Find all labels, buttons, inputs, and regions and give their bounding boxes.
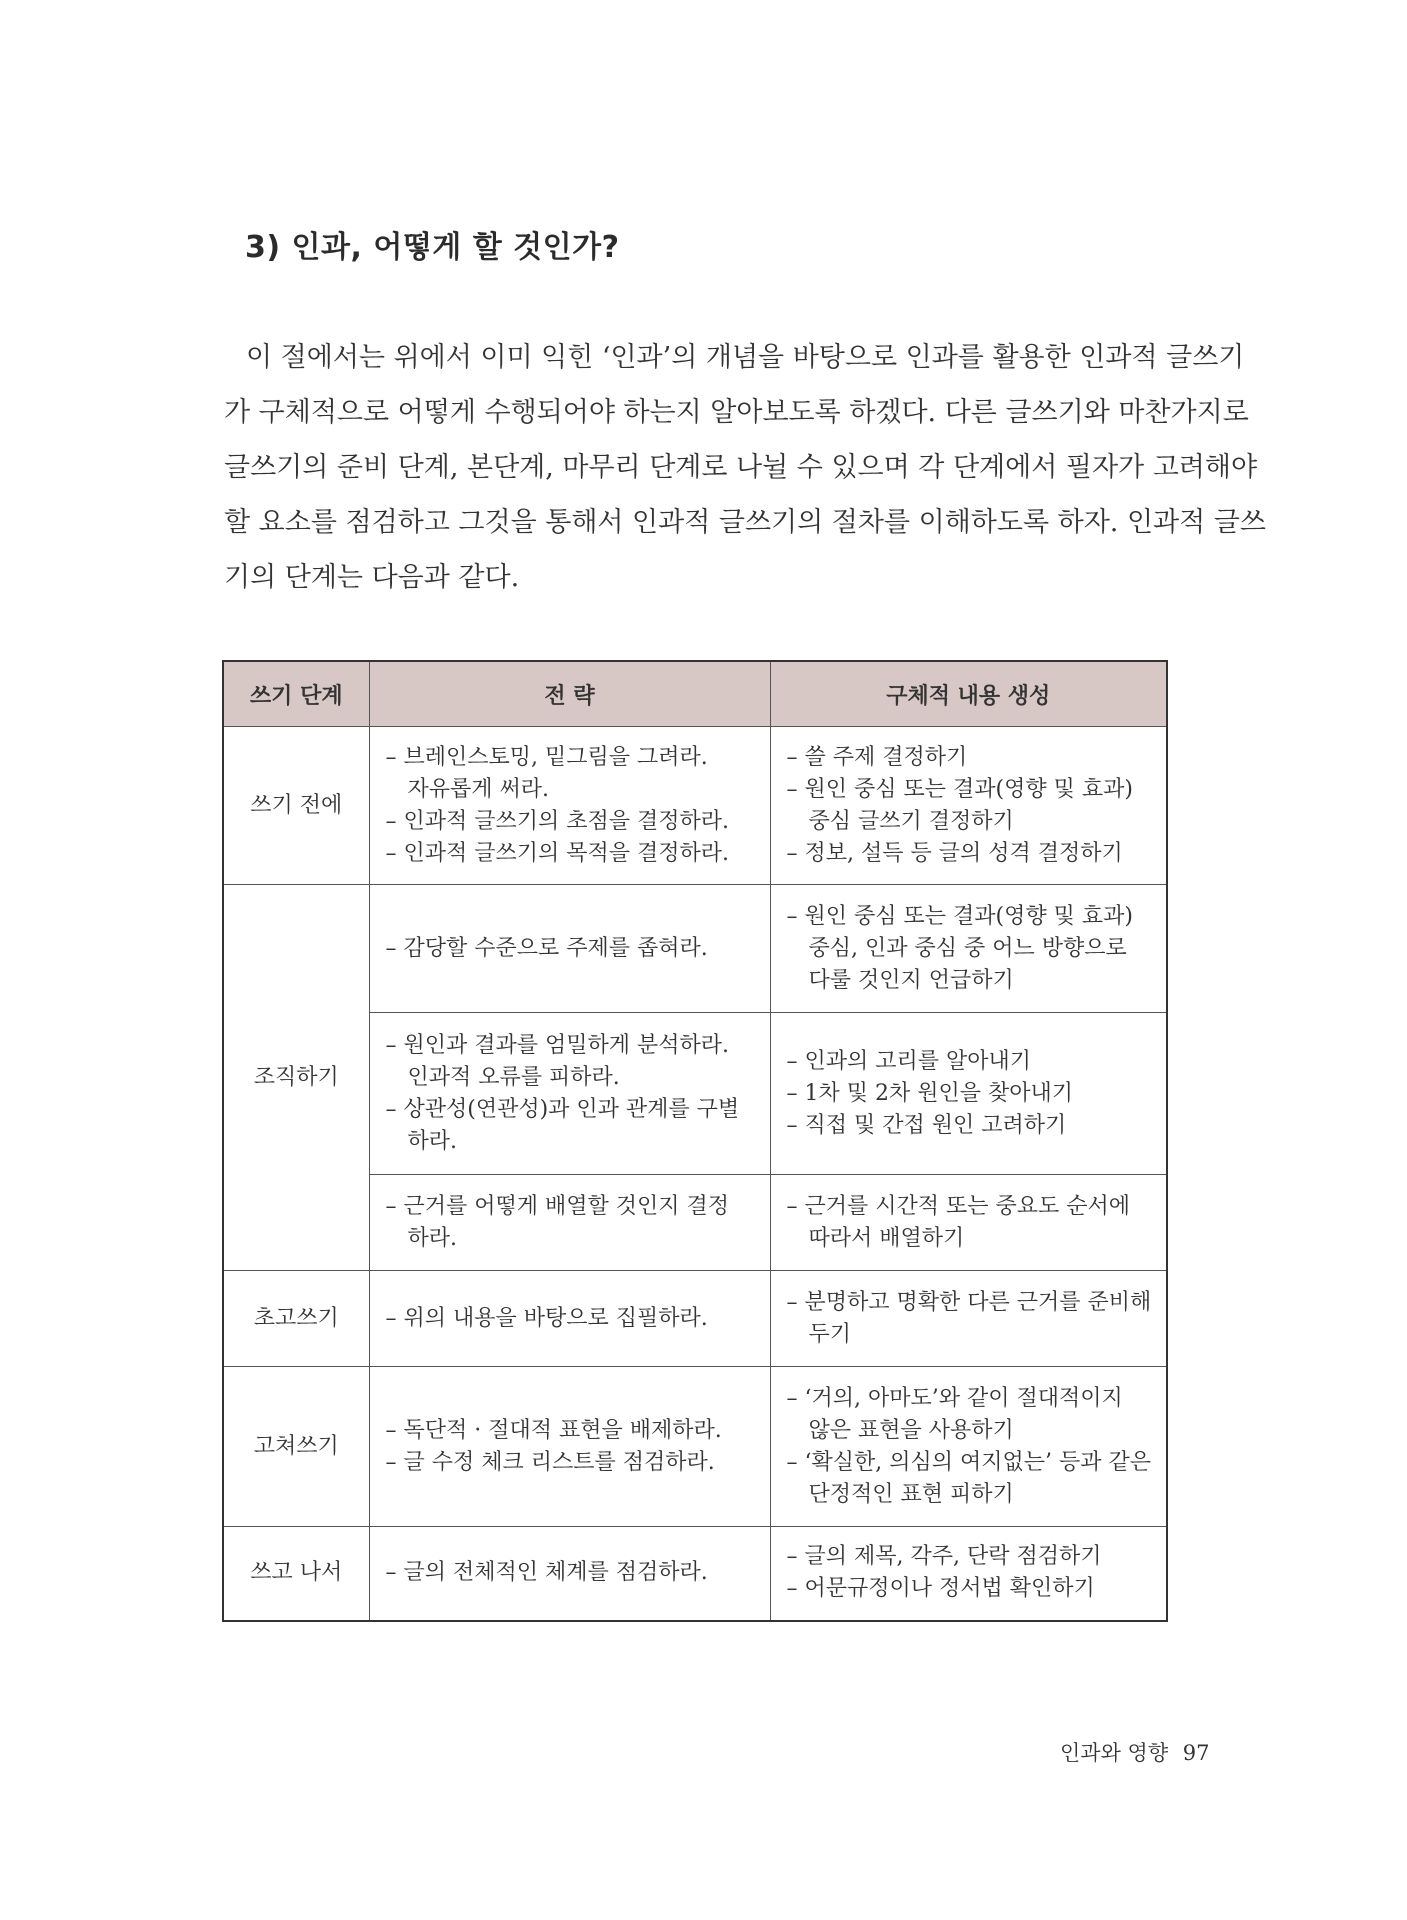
content-cell <box>770 1367 1167 1527</box>
strategy-line: – 인과적 글쓰기의 목적을 결정하라. <box>385 840 729 866</box>
strategy-line: 자유롭게 써라. <box>407 776 549 802</box>
strategy-line: 하라. <box>407 1225 457 1251</box>
content-line: 두기 <box>808 1321 852 1347</box>
intro-line: 할 요소를 점검하고 그것을 통해서 인과적 글쓰기의 절차를 이해하도록 하자. 인과적 글쓰 <box>224 507 1266 538</box>
stage-cell: 고쳐쓰기 <box>223 1367 369 1527</box>
content-line: – 쓸 주제 결정하기 <box>786 744 968 770</box>
strategy-line: – 글 수정 체크 리스트를 점검하라. <box>385 1449 715 1475</box>
strategy-line: – 글의 전체적인 체계를 점검하라. <box>385 1560 708 1586</box>
strategy-line: 하라. <box>407 1128 457 1154</box>
content-line: – 원인 중심 또는 결과(영향 및 효과) <box>786 776 1133 802</box>
page-number: 97 <box>1182 1741 1210 1765</box>
strategy-line: – 근거를 어떻게 배열할 것인지 결정 <box>385 1193 729 1219</box>
strategy-line: – 원인과 결과를 엄밀하게 분석하라. <box>385 1032 729 1058</box>
strategy-line: – 독단적 · 절대적 표현을 배제하라. <box>385 1417 722 1443</box>
writing-stages-table <box>222 660 1168 1622</box>
strategy-cell <box>369 1367 770 1527</box>
strategy-line: – 브레인스토밍, 밑그림을 그려라. <box>385 744 708 770</box>
content-cell <box>770 727 1167 885</box>
content-line: – 근거를 시간적 또는 중요도 순서에 <box>786 1193 1130 1219</box>
intro-line: 가 구체적으로 어떻게 수행되어야 하는지 알아보도록 하겠다. 다른 글쓰기와 마찬가지로 <box>224 397 1249 428</box>
stage-cell: 쓰고 나서 <box>223 1527 369 1621</box>
content-line: 않은 표현을 사용하기 <box>808 1417 1014 1443</box>
content-line: – 어문규정이나 정서법 확인하기 <box>786 1576 1095 1602</box>
strategy-cell <box>369 1013 770 1175</box>
stage-cell: 쓰기 전에 <box>223 727 369 885</box>
table-row <box>223 1367 1167 1527</box>
strategy-cell <box>369 885 770 1013</box>
intro-paragraph <box>224 330 1266 605</box>
intro-line: 글쓰기의 준비 단계, 본단계, 마무리 단계로 나뉠 수 있으며 각 단계에서 필자가 고려해야 <box>224 452 1258 483</box>
table-row <box>223 727 1167 885</box>
content-line: 다룰 것인지 언급하기 <box>808 967 1014 993</box>
running-title: 인과와 영향 <box>1060 1741 1169 1765</box>
header-strategy: 전 략 <box>369 661 770 727</box>
content-cell <box>770 1527 1167 1621</box>
content-line: – 직접 및 간접 원인 고려하기 <box>786 1112 1067 1138</box>
content-line: 따라서 배열하기 <box>808 1225 965 1251</box>
content-line: – 정보, 설득 등 글의 성격 결정하기 <box>786 840 1123 866</box>
intro-line: 기의 단계는 다음과 같다. <box>224 562 520 593</box>
content-line: – 인과의 고리를 알아내기 <box>786 1048 1032 1074</box>
strategy-line: – 상관성(연관성)과 인과 관계를 구별 <box>385 1096 740 1122</box>
content-line: 중심 글쓰기 결정하기 <box>808 808 1014 834</box>
strategy-line: – 인과적 글쓰기의 초점을 결정하라. <box>385 808 729 834</box>
page-footer <box>1060 1737 1210 1767</box>
table-row <box>223 1527 1167 1621</box>
content-cell <box>770 1175 1167 1271</box>
content-line: 중심, 인과 중심 중 어느 방향으로 <box>808 935 1127 961</box>
strategy-line: – 위의 내용을 바탕으로 집필하라. <box>385 1305 708 1331</box>
header-content: 구체적 내용 생성 <box>770 661 1167 727</box>
strategy-cell <box>369 1271 770 1367</box>
content-cell <box>770 1271 1167 1367</box>
content-line: – 1차 및 2차 원인을 찾아내기 <box>786 1080 1073 1106</box>
strategy-line: – 감당할 수준으로 주제를 좁혀라. <box>385 935 708 961</box>
stage-cell: 조직하기 <box>223 885 369 1271</box>
content-line: – 분명하고 명확한 다른 근거를 준비해 <box>786 1289 1152 1315</box>
content-line: – ‘거의, 아마도’와 같이 절대적이지 <box>786 1385 1123 1411</box>
table-row <box>223 1271 1167 1367</box>
content-cell <box>770 885 1167 1013</box>
intro-line: 이 절에서는 위에서 이미 익힌 ‘인과’의 개념을 바탕으로 인과를 활용한 인과적 글쓰기 <box>246 342 1245 373</box>
strategy-line: 인과적 오류를 피하라. <box>407 1064 620 1090</box>
section-heading: 3) 인과, 어떻게 할 것인가? <box>245 230 620 265</box>
table-row <box>223 885 1167 1013</box>
content-line: – ‘확실한, 의심의 여지없는’ 등과 같은 <box>786 1449 1151 1475</box>
strategy-cell <box>369 1175 770 1271</box>
strategy-cell <box>369 727 770 885</box>
content-line: 단정적인 표현 피하기 <box>808 1481 1014 1507</box>
content-line: – 글의 제목, 각주, 단락 점검하기 <box>786 1544 1102 1570</box>
table-header-row <box>223 661 1167 727</box>
strategy-cell <box>369 1527 770 1621</box>
header-stage: 쓰기 단계 <box>223 661 369 727</box>
stage-cell: 초고쓰기 <box>223 1271 369 1367</box>
content-cell <box>770 1013 1167 1175</box>
content-line: – 원인 중심 또는 결과(영향 및 효과) <box>786 903 1133 929</box>
